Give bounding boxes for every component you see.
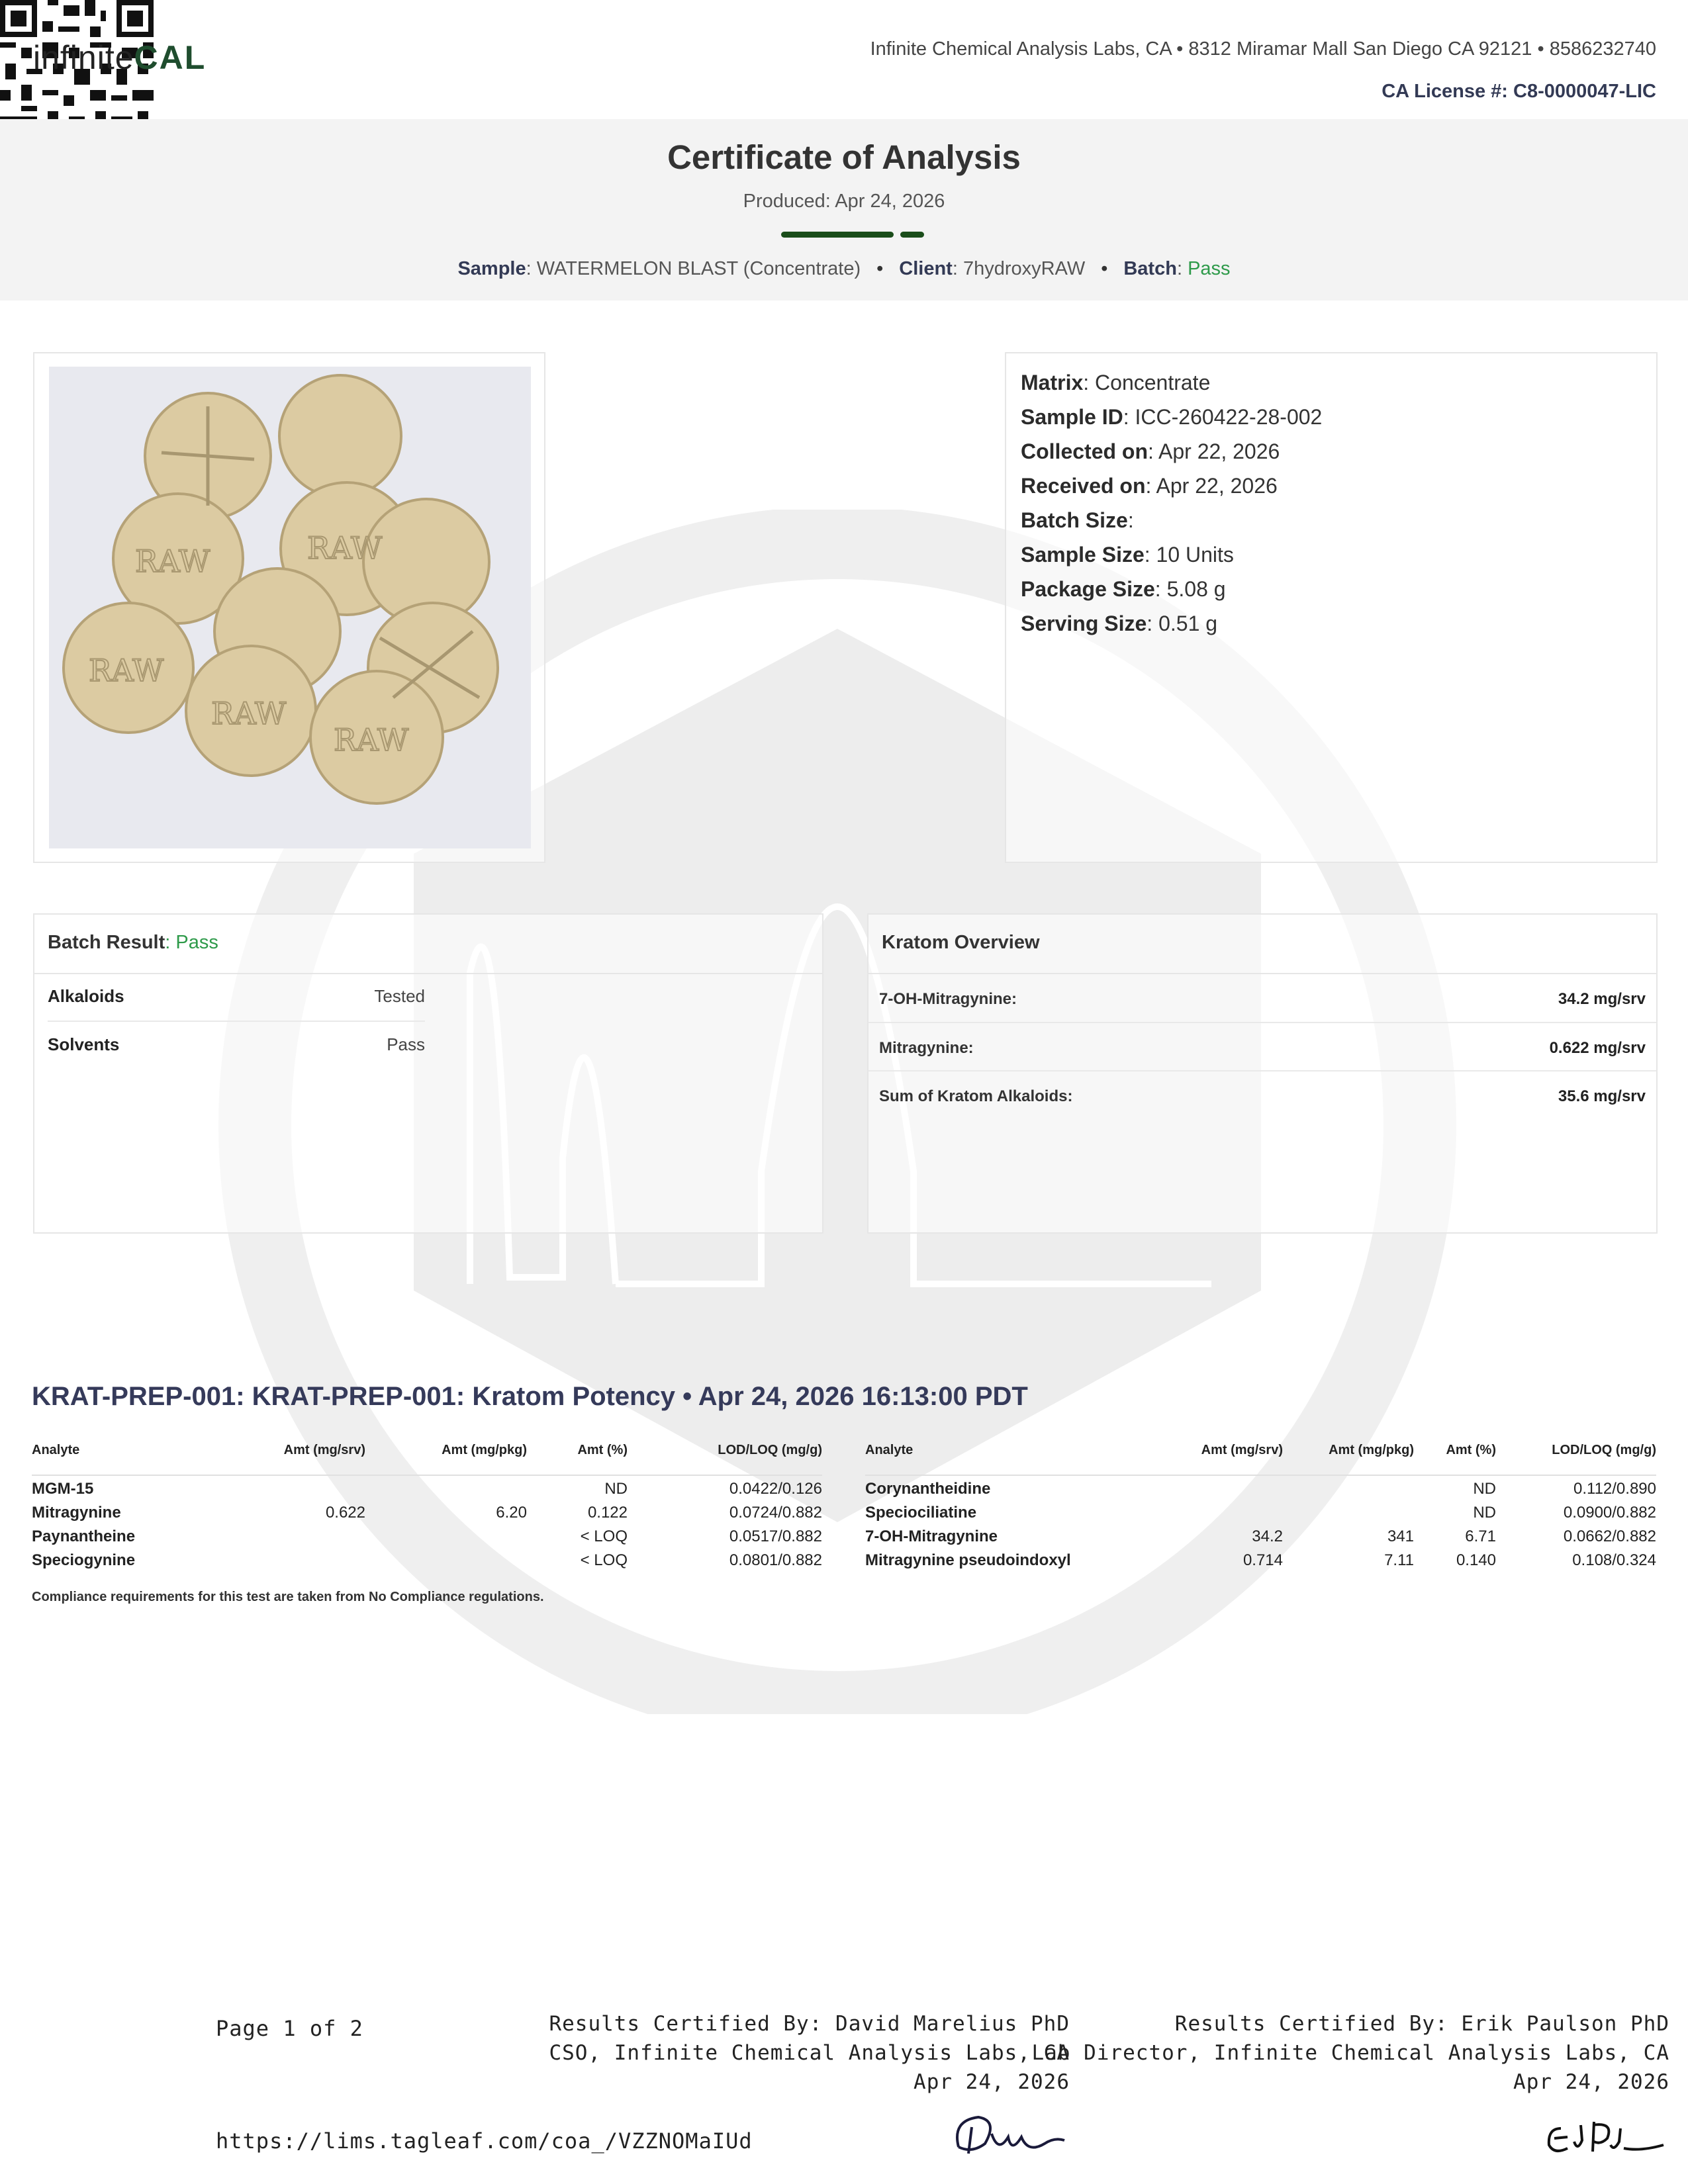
table-row-analyte: 7-OH-Mitragynine [865, 1527, 998, 1545]
produced-date: Produced: Apr 24, 2026 [743, 191, 945, 212]
info-sample-size: Sample Size: 10 Units [1021, 543, 1234, 567]
coa-url-link[interactable]: https://lims.tagleaf.com/coa_/VZZNOMaIUd [216, 2128, 753, 2154]
signature-1 [945, 2107, 1071, 2160]
table-cell-lod: 0.0801/0.882 [729, 1551, 822, 1569]
table-row-analyte: Mitragynine pseudoindoxyl [865, 1551, 1071, 1569]
table-row-analyte: Speciogynine [32, 1551, 136, 1569]
table-cell-pct: 0.122 [587, 1504, 628, 1522]
title-accent-bar [781, 232, 894, 238]
table-cell-srv: 34.2 [1252, 1527, 1283, 1545]
table-cell-srv: 0.714 [1243, 1551, 1283, 1569]
table-row-analyte: Mitragynine [32, 1504, 121, 1522]
batch-result-title: Batch Result: Pass [48, 932, 218, 953]
col-header-lod-loq: LOD/LOQ (mg/g) [718, 1443, 822, 1457]
svg-text:RAW: RAW [211, 696, 287, 731]
col-header-amt-pct: Amt (%) [1446, 1443, 1496, 1457]
table-header-divider [865, 1475, 1656, 1476]
col-header-amt-srv: Amt (mg/srv) [283, 1443, 365, 1457]
svg-text:RAW: RAW [334, 722, 409, 758]
col-header-amt-pkg: Amt (mg/pkg) [442, 1443, 527, 1457]
batch-row-solvents: Solvents Pass [48, 1034, 425, 1054]
sample-photo [49, 367, 531, 848]
table-cell-pct: 6.71 [1465, 1527, 1496, 1545]
table-cell-pct: ND [604, 1480, 628, 1498]
signature-2 [1541, 2115, 1667, 2163]
svg-text:RAW: RAW [135, 543, 211, 579]
info-received-on: Received on: Apr 22, 2026 [1021, 474, 1278, 498]
col-header-amt-srv: Amt (mg/srv) [1201, 1443, 1283, 1457]
col-header-amt-pct: Amt (%) [577, 1443, 628, 1457]
table-cell-lod: 0.108/0.324 [1572, 1551, 1656, 1569]
lab-logo: infiniteCAL [33, 39, 207, 76]
col-header-analyte: Analyte [32, 1443, 80, 1457]
table-row-analyte: Speciociliatine [865, 1504, 977, 1522]
table-cell-lod: 0.0517/0.882 [729, 1527, 822, 1545]
info-package-size: Package Size: 5.08 g [1021, 577, 1226, 601]
lab-address: Infinite Chemical Analysis Labs, CA • 8312 Miramar Mall San Diego CA 92121 • 8586232740 [870, 38, 1656, 60]
table-cell-pkg: 341 [1387, 1527, 1414, 1545]
table-cell-lod: 0.0422/0.126 [729, 1480, 822, 1498]
kratom-overview-card [867, 913, 1658, 1234]
title-accent-bar-short [900, 232, 924, 238]
certifier-block-1: Results Certified By: David Marelius PhD CSO, Infinite Chemical Analysis Labs, CA Apr 24, 2026 [549, 2012, 1070, 2094]
page-title: Certificate of Analysis [667, 138, 1021, 176]
divider [48, 1021, 425, 1022]
table-cell-lod: 0.112/0.890 [1573, 1480, 1656, 1498]
table-cell-pkg: 6.20 [496, 1504, 527, 1522]
table-cell-lod: 0.0662/0.882 [1563, 1527, 1656, 1545]
info-collected-on: Collected on: Apr 22, 2026 [1021, 439, 1280, 463]
kratom-row-7oh: 7-OH-Mitragynine: 34.2 mg/srv [879, 990, 1646, 1008]
table-cell-pct: ND [1473, 1480, 1496, 1498]
col-header-analyte: Analyte [865, 1443, 914, 1457]
info-batch-size: Batch Size: [1021, 508, 1134, 532]
table-cell-srv: 0.622 [325, 1504, 365, 1522]
table-row-analyte: MGM-15 [32, 1480, 94, 1498]
table-cell-pkg: 7.11 [1384, 1551, 1414, 1569]
batch-status: Pass [1188, 258, 1231, 279]
svg-text:RAW: RAW [307, 530, 383, 566]
table-cell-pct: < LOQ [580, 1551, 628, 1569]
table-cell-pct: 0.140 [1456, 1551, 1496, 1569]
kratom-row-mitragynine: Mitragynine: 0.622 mg/srv [879, 1039, 1646, 1057]
table-cell-pct: ND [1473, 1504, 1496, 1522]
table-cell-lod: 0.0900/0.882 [1563, 1504, 1656, 1522]
sample-photo-card [33, 352, 545, 863]
sample-info-card [1005, 352, 1658, 863]
table-row-analyte: Paynantheine [32, 1527, 136, 1545]
table-header-divider [32, 1475, 822, 1476]
col-header-amt-pkg: Amt (mg/pkg) [1329, 1443, 1414, 1457]
info-sample-id: Sample ID: ICC-260422-28-002 [1021, 405, 1323, 429]
svg-text:RAW: RAW [89, 653, 164, 688]
batch-row-alkaloids: Alkaloids Tested [48, 986, 425, 1006]
potency-section-title: KRAT-PREP-001: KRAT-PREP-001: Kratom Potency • Apr 24, 2026 16:13:00 PDT [32, 1382, 1028, 1411]
table-row-analyte: Corynantheidine [865, 1480, 991, 1498]
kratom-overview-title: Kratom Overview [882, 932, 1040, 953]
info-matrix: Matrix: Concentrate [1021, 371, 1211, 394]
info-serving-size: Serving Size: 0.51 g [1021, 612, 1218, 635]
page-number: Page 1 of 2 [216, 2016, 363, 2041]
sample-summary-line: Sample: WATERMELON BLAST (Concentrate) • Client: 7hydroxyRAW • Batch: Pass [457, 258, 1231, 279]
table-cell-pct: < LOQ [580, 1527, 628, 1545]
batch-result-status: Pass [175, 932, 218, 953]
certifier-block-2: Results Certified By: Erik Paulson PhD Lab Director, Infinite Chemical Analysis Labs, CA Apr 24, 2026 [1031, 2012, 1669, 2094]
lab-license: CA License #: C8-0000047-LIC [1382, 81, 1656, 102]
compliance-note: Compliance requirements for this test are taken from No Compliance regulations. [32, 1590, 544, 1604]
table-cell-lod: 0.0724/0.882 [729, 1504, 822, 1522]
kratom-row-sum: Sum of Kratom Alkaloids: 35.6 mg/srv [879, 1087, 1646, 1105]
col-header-lod-loq: LOD/LOQ (mg/g) [1552, 1443, 1656, 1457]
batch-result-card [33, 913, 823, 1234]
